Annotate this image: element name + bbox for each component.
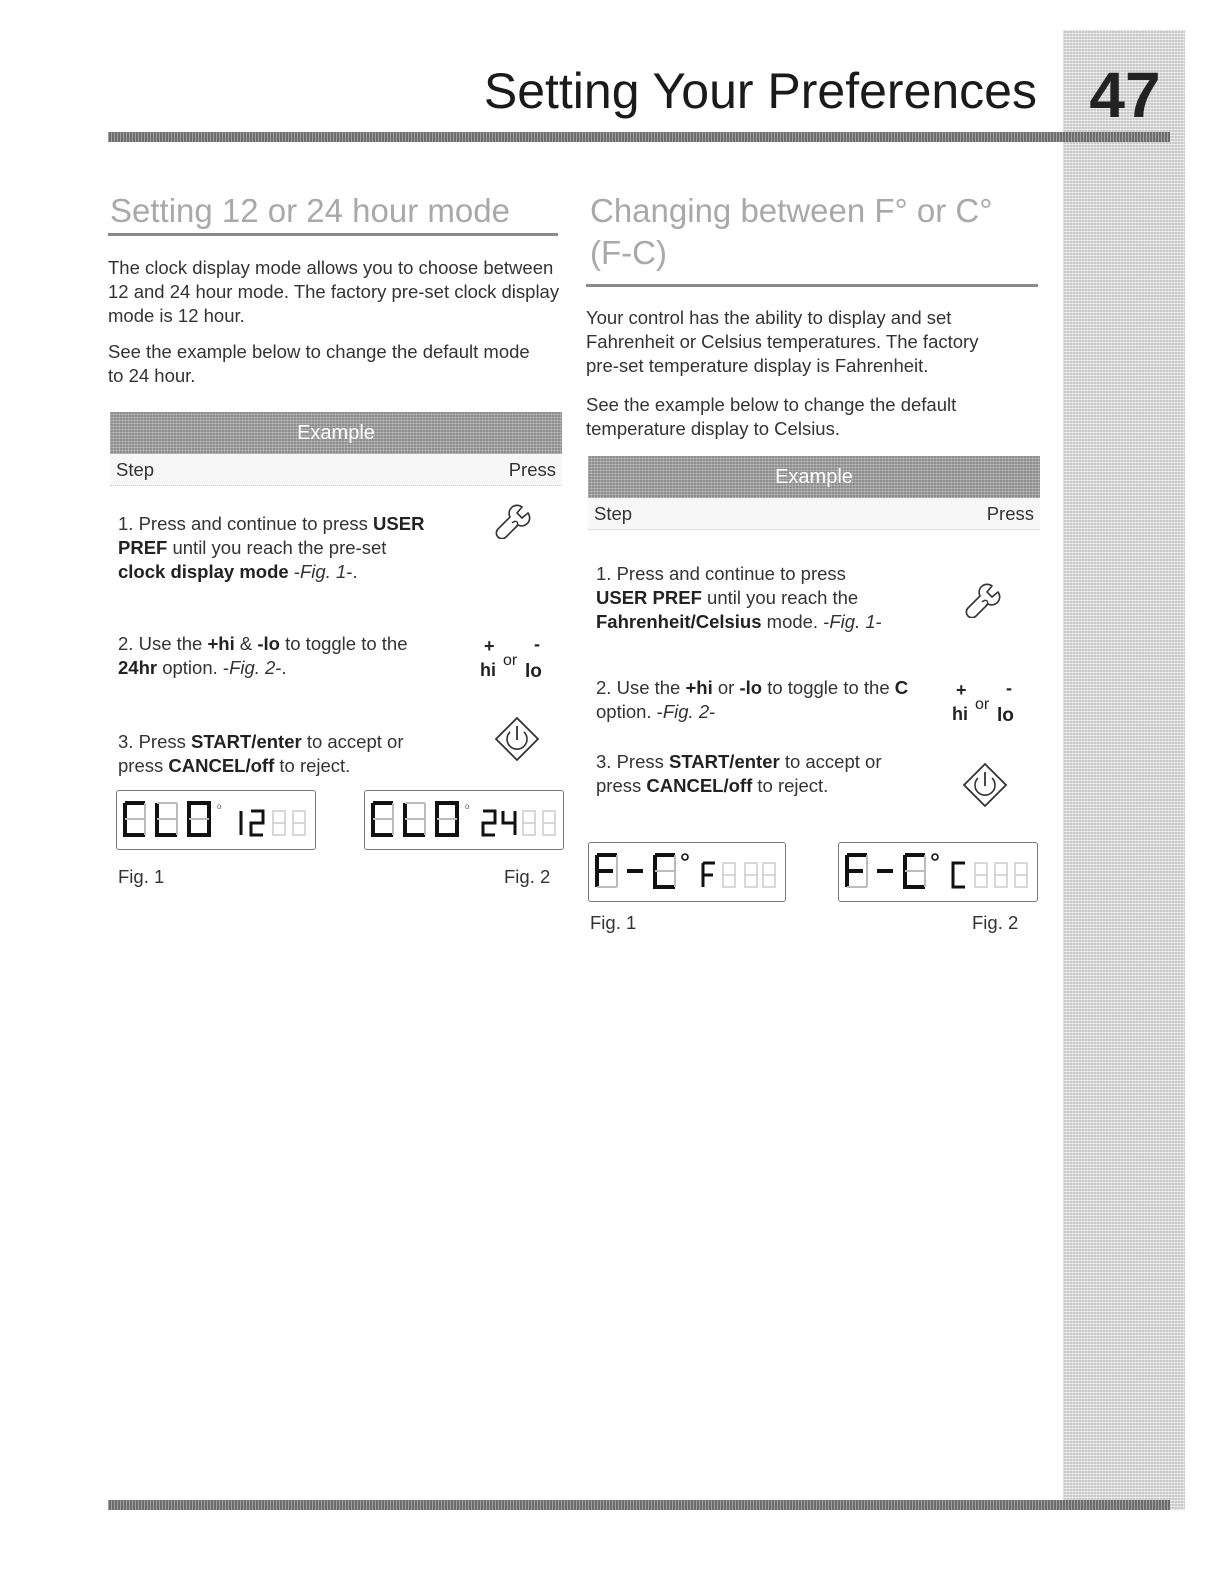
left-heading-rule [108,233,558,236]
right-step-header: Step [594,503,633,524]
right-hi-lo-keys: + - hi or lo [952,678,1014,726]
start-diamond-icon [962,762,1008,808]
left-example-bar: Example [110,412,562,454]
side-tab-band [1063,30,1185,1510]
left-step-header-row [110,454,562,486]
right-example-bar: Example [588,456,1040,498]
right-step-3: 3. Press START/enter to accept or press CANCEL/off to reject. [596,751,882,797]
header-rule [108,132,1170,142]
left-fig-1-label: Fig. 1 [118,866,165,887]
left-section-heading: Setting 12 or 24 hour mode [110,192,510,229]
page-number: 47 [1089,59,1161,131]
right-section-heading-line-2: (F-C) [590,234,667,271]
right-intro-paragraph-2: See the example below to change the default temperature display to Celsius. [586,394,957,440]
right-step-header-row [588,498,1040,530]
user-pref-wrench-icon [962,582,1006,618]
right-fig-1-display [588,842,786,902]
right-fig-1-label: Fig. 1 [590,912,637,933]
right-step-2: 2. Use the +hi or -lo to toggle to the C option. -Fig. 2- [596,677,909,723]
right-section-heading-line-1: Changing between F° or C° [590,192,993,229]
left-fig-2-label: Fig. 2 [504,866,551,887]
left-step-2: 2. Use the +hi & -lo to toggle to the 24hr option. -Fig. 2-. [118,633,408,679]
right-heading-rule [586,284,1038,287]
start-diamond-icon [494,716,540,762]
left-fig-1-display [116,790,316,850]
right-step-1: 1. Press and continue to press USER PREF until you reach the Fahrenheit/Celsius mode. -Fig. 1- [596,563,882,633]
left-press-header: Press [508,459,556,480]
user-pref-wrench-icon [492,503,536,539]
left-intro-paragraph-1: The clock display mode allows you to choose between 12 and 24 hour mode. The factory pre-set clock display mode is 12 hour. [108,257,560,327]
svg-text:o: o [217,802,222,811]
left-intro-paragraph-2: See the example below to change the default mode to 24 hour. [108,341,530,387]
left-step-header: Step [116,459,155,480]
right-intro-paragraph-1: Your control has the ability to display and set Fahrenheit or Celsius temperatures. The factory pre-set temperature display is Fahrenheit. [586,307,979,377]
left-fig-2-display [364,790,564,850]
right-fig-2-display [838,842,1038,902]
right-fig-2-label: Fig. 2 [972,912,1019,933]
svg-text:o: o [465,802,470,811]
left-step-3: 3. Press START/enter to accept or press CANCEL/off to reject. [118,731,404,777]
footer-rule [108,1500,1170,1510]
left-step-1: 1. Press and continue to press USER PREF until you reach the pre-set clock display mode -Fig. 1-. [118,513,425,583]
left-hi-lo-keys: + - hi or lo [480,634,542,682]
page-title: Setting Your Preferences [483,63,1037,119]
right-press-header: Press [986,503,1034,524]
